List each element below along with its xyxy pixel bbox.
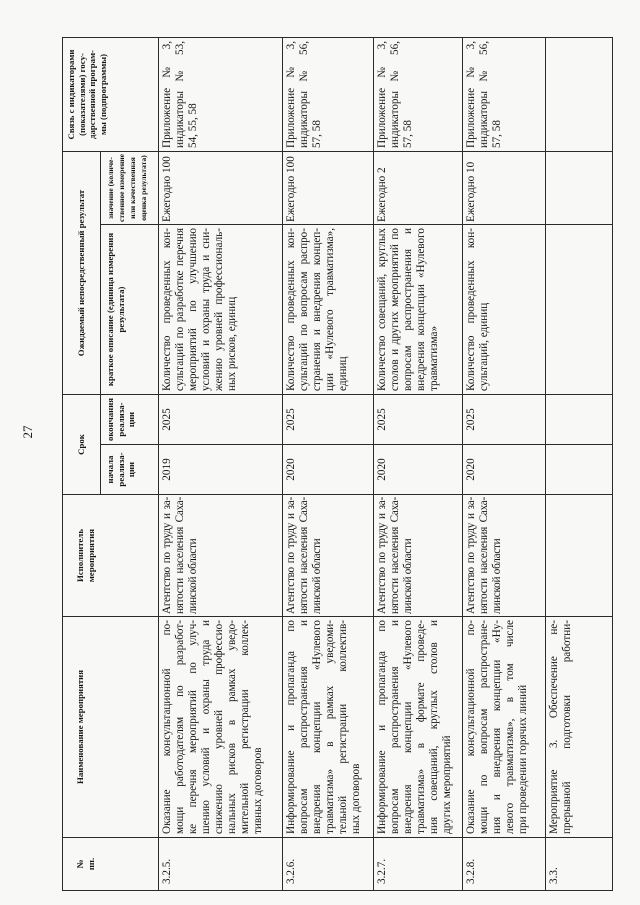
result-description-line: сультаций, единиц — [478, 302, 490, 391]
start-year-cell — [374, 445, 463, 495]
end-year-text: 2025 — [285, 408, 297, 431]
activity-name-line: Мероприятие 3. Обеспечение не- — [548, 620, 560, 834]
activities-table — [62, 37, 613, 891]
result-description-line: условий и охраны труда и сни- — [200, 228, 212, 391]
end-year-cell — [546, 395, 613, 445]
result-description-line: сультаций по вопросам распро- — [298, 228, 310, 391]
result-description-line: Количество проведенных кон- — [285, 228, 297, 391]
header-indicator-link-line: Связь с индикаторами — [66, 49, 76, 140]
indicator-link-line: индикаторы № 56, — [389, 41, 401, 148]
end-year-text: 2025 — [465, 408, 477, 431]
start-year-text: 2020 — [376, 458, 388, 481]
activity-name-line: ния совещаний, круглых столов и — [428, 620, 440, 834]
header-number — [63, 838, 159, 891]
activity-name-cell — [546, 617, 613, 838]
executor-cell — [283, 495, 374, 617]
activity-name-line: других мероприятий — [441, 735, 453, 834]
result-description-line: Количество проведенных кон- — [161, 228, 173, 391]
result-description-line: вопросам распространения и — [402, 228, 414, 391]
result-description-cell — [159, 225, 283, 395]
row-number-text: 3.2.8. — [465, 858, 477, 884]
header-result-value-line: ственное измерение — [117, 154, 126, 222]
table-row — [159, 38, 283, 891]
activity-name-line: тивных договоров — [252, 747, 264, 834]
row-number-text: 3.3. — [548, 867, 560, 884]
activity-name-line: Информирование и пропаганда по — [285, 620, 297, 834]
activity-name-line: ных договоров — [350, 763, 362, 834]
result-value-cell — [546, 152, 613, 225]
result-description-cell — [463, 225, 546, 395]
executor-line: линской области — [402, 538, 414, 614]
indicator-link-cell — [546, 38, 613, 152]
end-year-cell — [374, 395, 463, 445]
header-number-line: № — [75, 859, 85, 869]
result-value-cell — [374, 152, 463, 225]
header-executor — [63, 495, 159, 617]
indicator-link-line: Приложение № 3, — [161, 41, 173, 148]
result-value-text: Ежегодно 2 — [376, 167, 388, 222]
page-number: 27 — [20, 425, 35, 439]
activity-name-line: Оказание консультационной по- — [465, 620, 477, 834]
row-number-cell — [463, 838, 546, 891]
start-year-cell — [283, 445, 374, 495]
indicator-link-cell — [159, 38, 283, 152]
result-value-text: Ежегодно 100 — [161, 156, 173, 222]
indicator-link-cell — [283, 38, 374, 152]
start-year-cell — [159, 445, 283, 495]
result-description-line: Количество проведенных кон- — [465, 228, 477, 391]
header-expected-result — [63, 152, 101, 395]
activity-name-line: снижению уровней профессио- — [213, 620, 225, 834]
executor-line: Агентство по труду и за- — [465, 497, 477, 614]
result-description-cell — [283, 225, 374, 395]
indicator-link-line: индикаторы № 56, — [478, 41, 490, 148]
header-number-line: пп. — [85, 857, 96, 871]
header-term-start — [101, 445, 159, 495]
result-description-line: травматизма» — [428, 325, 440, 391]
start-year-text: 2020 — [285, 458, 297, 481]
result-value-text: Ежегодно 100 — [285, 156, 297, 222]
result-description-line: странения и внедрения концеп- — [311, 228, 323, 391]
executor-cell — [546, 495, 613, 617]
indicator-link-cell — [374, 38, 463, 152]
activity-name-line: нальных рисков в рамках уведо- — [226, 620, 238, 834]
activity-name-line: ке перечня мероприятий по улуч- — [187, 620, 199, 834]
result-description-cell — [374, 225, 463, 395]
header-activity-name — [63, 617, 159, 838]
indicator-link-line: 57, 58 — [491, 120, 503, 148]
table-row — [283, 38, 374, 891]
header-result-description — [101, 225, 159, 395]
activity-name-cell — [283, 617, 374, 838]
result-description-line: Количество совещаний, круглых — [376, 228, 388, 391]
executor-line: линской области — [187, 538, 199, 614]
result-description-line: жению уровней профессиональ- — [213, 228, 225, 391]
activity-name-line: мительной регистрации коллек- — [239, 620, 251, 834]
activity-name-cell — [374, 617, 463, 838]
table-row — [546, 38, 613, 891]
header-term-end-line: реализа- — [115, 402, 126, 437]
activity-name-line: Оказание консультационной по- — [161, 620, 173, 834]
end-year-text: 2025 — [376, 408, 388, 431]
activity-name-line: внедрения концепции «Нулевого — [402, 620, 414, 834]
row-number-cell — [546, 838, 613, 891]
activity-name-line: левого травматизма», в том числе — [504, 620, 516, 834]
header-indicator-link-line: дарственной програм- — [87, 50, 97, 139]
header-activity-name-text: Наименование мероприятия — [75, 670, 85, 784]
end-year-cell — [283, 395, 374, 445]
indicator-link-line: 57, 58 — [402, 120, 414, 148]
result-value-cell — [159, 152, 283, 225]
activity-name-line: прерывной подготовки работни- — [561, 620, 573, 834]
result-description-cell — [546, 225, 613, 395]
result-description-line: столов и других мероприятий по — [389, 228, 401, 391]
row-number-text: 3.2.6. — [285, 858, 297, 884]
activity-name-line: мощи работодателям по разработ- — [174, 620, 186, 834]
row-number-cell — [283, 838, 374, 891]
indicator-link-line: индикаторы № 56, — [298, 41, 310, 148]
table-row — [374, 38, 463, 891]
activity-name-cell — [159, 617, 283, 838]
activity-name-line: травматизма» в рамках уведоми- — [324, 620, 336, 834]
start-year-cell — [463, 445, 546, 495]
indicator-link-line: 57, 58 — [311, 120, 323, 148]
row-number-text: 3.2.5. — [161, 858, 173, 884]
header-result-value-line: оценка результата) — [139, 155, 148, 221]
result-description-line: ции «Нулевого травматизма», — [324, 228, 336, 391]
executor-line: нятости населения Саха- — [389, 497, 401, 614]
executor-line: нятости населения Саха- — [478, 497, 490, 614]
indicator-link-line: 54, 55, 58 — [187, 103, 199, 148]
header-row-top — [63, 38, 101, 891]
header-executor-line: Исполнитель — [75, 529, 85, 582]
header-term-end-line: окончания — [105, 397, 115, 442]
start-year-cell — [546, 445, 613, 495]
table-row — [463, 38, 546, 891]
activity-name-line: при проведении горячих линий — [517, 684, 529, 834]
result-description-line: мероприятий по улучшению — [187, 228, 199, 391]
end-year-cell — [159, 395, 283, 445]
header-term-end-line: ции — [126, 411, 136, 428]
header-term-end — [101, 395, 159, 445]
activity-name-line: вопросам распространения и — [389, 620, 401, 834]
activity-name-cell — [463, 617, 546, 838]
executor-line: линской области — [491, 538, 503, 614]
row-number-cell — [374, 838, 463, 891]
header-term — [63, 395, 101, 495]
result-description-line: ных рисков, единиц — [226, 296, 238, 391]
header-result-description-line: результата) — [115, 286, 126, 333]
result-value-cell — [463, 152, 546, 225]
indicator-link-line: индикаторы № 53, — [174, 41, 186, 148]
start-year-text: 2020 — [465, 458, 477, 481]
header-indicator-link — [63, 38, 159, 152]
header-result-value-line: или качественная — [128, 157, 137, 219]
table-body — [159, 38, 613, 891]
indicator-link-line: Приложение № 3, — [285, 41, 297, 148]
activity-name-line: вопросам распространения и — [298, 620, 310, 834]
indicator-link-cell — [463, 38, 546, 152]
end-year-text: 2025 — [161, 408, 173, 431]
executor-line: нятости населения Саха- — [174, 497, 186, 614]
activity-name-line: внедрения концепции «Нулевого — [311, 620, 323, 834]
executor-cell — [374, 495, 463, 617]
header-term-start-line: реализа- — [115, 452, 126, 487]
table-header — [63, 38, 159, 891]
result-value-cell — [283, 152, 374, 225]
end-year-cell — [463, 395, 546, 445]
activity-name-line: мощи по вопросам распростране- — [478, 620, 490, 834]
activity-name-line: Информирование и пропаганда по — [376, 620, 388, 834]
executor-line: Агентство по труду и за- — [376, 497, 388, 614]
start-year-text: 2019 — [161, 458, 173, 481]
header-term-start-line: ции — [126, 461, 136, 478]
indicator-link-line: Приложение № 3, — [465, 41, 477, 148]
header-result-value-line: значение (количе- — [106, 157, 115, 219]
executor-cell — [159, 495, 283, 617]
row-number-text: 3.2.7. — [376, 858, 388, 884]
header-term-start-line: начала — [105, 455, 115, 484]
executor-line: нятости населения Саха- — [298, 497, 310, 614]
executor-line: Агентство по труду и за- — [285, 497, 297, 614]
result-description-line: единиц — [337, 356, 349, 391]
executor-line: Агентство по труду и за- — [161, 497, 173, 614]
header-result-value — [101, 152, 159, 225]
activity-name-line: тельной регистрации коллектив- — [337, 620, 349, 834]
executor-line: линской области — [311, 538, 323, 614]
header-indicator-link-line: (показателями) госу- — [76, 53, 87, 136]
header-expected-result-text: Ожидаемый непосредственный результат — [76, 189, 87, 357]
indicator-link-line: Приложение № 3, — [376, 41, 388, 148]
header-result-description-line: краткое описание (единица измерения — [105, 232, 115, 387]
result-description-line: сультаций по разработке перечня — [174, 228, 186, 391]
activity-name-line: ния и внедрения концепции «Ну- — [491, 620, 503, 834]
header-executor-line: мероприятия — [85, 528, 96, 583]
executor-cell — [463, 495, 546, 617]
activity-name-line: шению условий и охраны труда и — [200, 620, 212, 834]
row-number-cell — [159, 838, 283, 891]
result-description-line: внедрения концепции «Нулевого — [415, 228, 427, 391]
result-value-text: Ежегодно 10 — [465, 161, 477, 222]
header-term-text: Срок — [76, 434, 87, 455]
activity-name-line: травматизма» в формате проведе- — [415, 620, 427, 834]
header-indicator-link-line: мы (подпрограммы) — [97, 53, 108, 136]
